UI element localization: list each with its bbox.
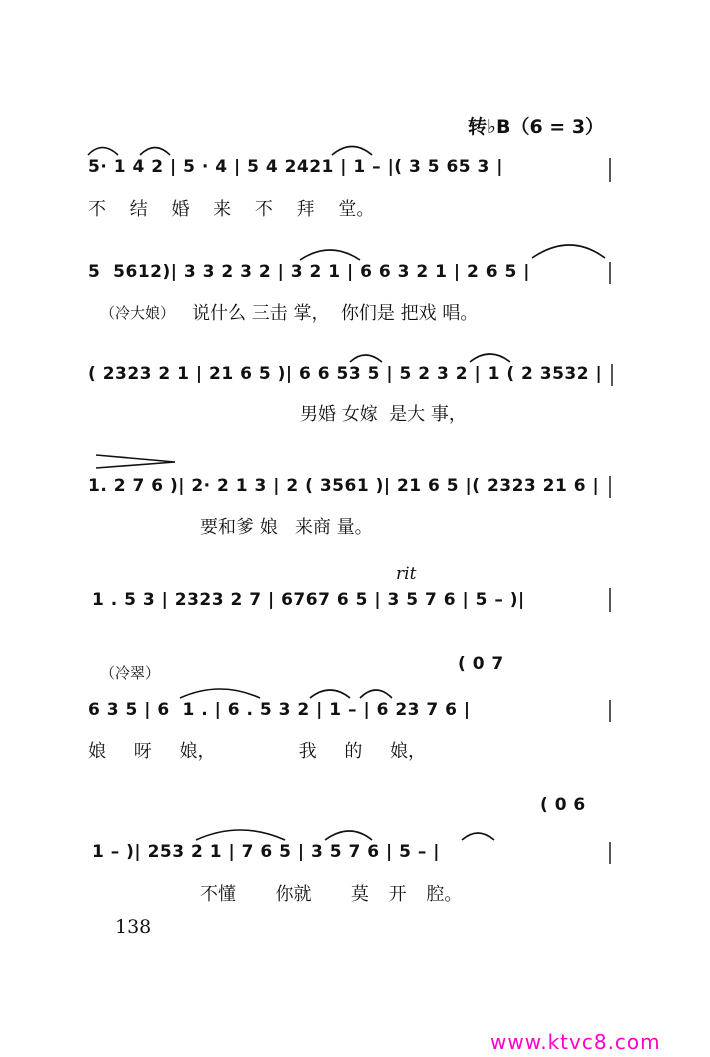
notation-line-3: ( 2323 2 1 | 21 6 5 )| 6 6 53 5 | 5 2 3 2 | 1 ( 2 3532 | xyxy=(88,364,603,384)
notation-line-5: 1 . 5 3 | 2323 2 7 | 6767 6 5 | 3 5 7 6 | 5 – )| xyxy=(92,590,525,610)
lyrics-line-3: 男婚 女嫁 是大 事， xyxy=(300,404,467,425)
singer-label-1: （冷大娘） xyxy=(100,304,176,322)
footer-watermark: www.ktvc8.com xyxy=(490,1030,661,1054)
aside-notes-2: ( 0 6 xyxy=(540,795,586,815)
lyrics-line-7: 不懂 你就 莫 开 腔。 xyxy=(200,884,463,905)
singer-label-2: （冷翠） xyxy=(100,664,161,682)
lyrics-line-6: 娘 呀 娘， 我 的 娘， xyxy=(88,741,427,762)
notation-line-4: 1. 2 7 6 )| 2· 2 1 3 | 2 ( 3561 )| 21 6 5 |( 2323 21 6 | xyxy=(88,476,600,496)
notation-line-7: 1 – )| 253 2 1 | 7 6 5 | 3 5 7 6 | 5 – | xyxy=(92,842,440,862)
page-number: 138 xyxy=(115,916,152,938)
notation-line-6: 6 3 5 | 6 1 . | 6 . 5 3 2 | 1 – | 6 23 7 6 | xyxy=(88,700,471,720)
tempo-marking: rit xyxy=(396,564,417,584)
lyrics-line-1: 不 结 婚 来 不 拜 堂。 xyxy=(88,199,375,220)
lyrics-line-2: 说什么 三击 掌， 你们是 把戏 唱。 xyxy=(192,303,479,324)
aside-notes-1: ( 0 7 xyxy=(458,654,504,674)
notation-line-1: 5· 1 4 2 | 5 · 4 | 5 4 2421 | 1 – |( 3 5 65 3 | xyxy=(88,157,504,177)
lyrics-line-4: 要和爹 娘 来商 量。 xyxy=(200,517,373,538)
notation-line-2: 5 5612)| 3 3 2 3 2 | 3 2 1 | 6 6 3 2 1 | 2 6 5 | xyxy=(88,262,530,282)
key-change: 转♭B（6 = 3） xyxy=(468,116,605,138)
